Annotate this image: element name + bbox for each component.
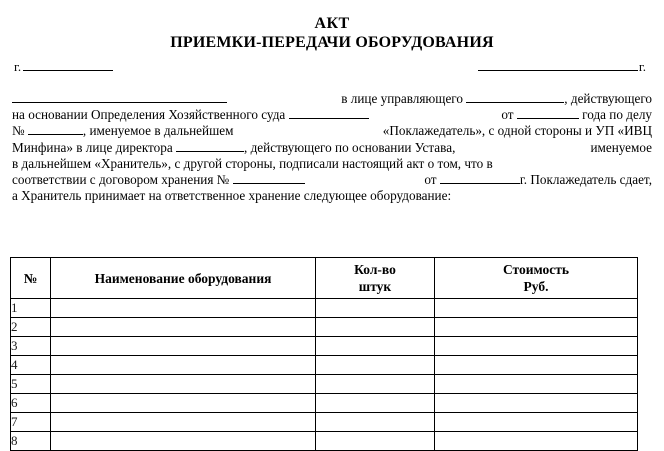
label-poklazhedatel: «Поклажедатель», с одной стороны и УП «ИВЦ bbox=[382, 123, 652, 139]
date-label: г. bbox=[638, 59, 646, 74]
date-field-group bbox=[478, 59, 646, 75]
city-date-row bbox=[0, 59, 664, 81]
line3-lead bbox=[12, 123, 233, 139]
row-name-cell[interactable] bbox=[51, 375, 316, 394]
column-header-qty-line2: штук bbox=[358, 279, 392, 294]
row-number-cell: 7 bbox=[11, 413, 51, 432]
line1-tail bbox=[341, 91, 652, 107]
label-na-osnovanii: на основании Определения Хозяйственного суда bbox=[12, 107, 286, 123]
row-price-cell[interactable] bbox=[435, 413, 638, 432]
label-deystvuyushchego-ustava: , действующего по основании Устава, bbox=[244, 139, 456, 155]
row-number-cell: 2 bbox=[11, 318, 51, 337]
page-title: АКТ bbox=[314, 15, 350, 32]
row-number-cell: 4 bbox=[11, 356, 51, 375]
label-deystvuyushchego: , действующего bbox=[564, 91, 652, 106]
party-name-blank[interactable] bbox=[12, 91, 227, 103]
row-name-cell[interactable] bbox=[51, 337, 316, 356]
row-qty-cell[interactable] bbox=[316, 337, 435, 356]
table-row[interactable] bbox=[11, 299, 638, 318]
row-number-cell: 5 bbox=[11, 375, 51, 394]
label-imenuemoe-2: именуемое bbox=[590, 139, 652, 155]
table-row[interactable] bbox=[11, 413, 638, 432]
row-number-cell: 6 bbox=[11, 394, 51, 413]
label-nomer: № bbox=[12, 123, 25, 139]
column-header-qty-line1: Кол-во bbox=[354, 262, 396, 277]
column-header-price-line1: Стоимость bbox=[502, 262, 570, 277]
row-name-cell[interactable] bbox=[51, 356, 316, 375]
table-row[interactable] bbox=[11, 375, 638, 394]
city-label: г. bbox=[14, 59, 22, 74]
row-number-cell: 8 bbox=[11, 432, 51, 451]
line2-tail bbox=[501, 107, 652, 123]
manager-name-blank[interactable] bbox=[466, 91, 564, 103]
row-price-cell[interactable] bbox=[435, 394, 638, 413]
label-goda-po-delu: года по делу bbox=[582, 107, 652, 123]
row-qty-cell[interactable] bbox=[316, 375, 435, 394]
body-line-3 bbox=[12, 123, 652, 139]
contract-number-blank[interactable] bbox=[233, 172, 305, 184]
row-number-cell: 1 bbox=[11, 299, 51, 318]
column-header-name: Наименование оборудования bbox=[51, 258, 316, 299]
table-row[interactable] bbox=[11, 356, 638, 375]
row-name-cell[interactable] bbox=[51, 318, 316, 337]
city-field-group bbox=[14, 59, 113, 75]
city-input-blank[interactable] bbox=[23, 59, 113, 71]
label-g-poklazhedatel-sdaet: г. Поклажедатель сдает, bbox=[519, 172, 652, 188]
label-v-lice-upravlyayushchego: в лице управляющего bbox=[341, 91, 463, 106]
row-price-cell[interactable] bbox=[435, 299, 638, 318]
row-name-cell[interactable] bbox=[51, 394, 316, 413]
label-ot-1: от bbox=[501, 107, 514, 123]
row-name-cell[interactable] bbox=[51, 413, 316, 432]
body-line-4 bbox=[12, 140, 652, 156]
row-qty-cell[interactable] bbox=[316, 356, 435, 375]
equipment-table-head bbox=[11, 258, 638, 299]
label-v-dalneyshem-hranitel: в дальнейшем «Хранитель», с другой стороны, подписали настоящий акт о том, что в bbox=[12, 155, 493, 171]
column-header-price bbox=[435, 258, 638, 299]
body-line-6 bbox=[12, 172, 652, 188]
body-line-5 bbox=[12, 156, 652, 172]
table-row[interactable] bbox=[11, 394, 638, 413]
body-paragraph bbox=[12, 91, 652, 204]
body-line-2 bbox=[12, 107, 652, 123]
page-subtitle: ПРИЕМКИ-ПЕРЕДАЧИ ОБОРУДОВАНИЯ bbox=[170, 34, 494, 51]
body-line-7 bbox=[12, 188, 652, 204]
table-header-row bbox=[11, 258, 638, 299]
row-qty-cell[interactable] bbox=[316, 394, 435, 413]
line2-lead bbox=[12, 107, 369, 123]
ruling-date-blank[interactable] bbox=[517, 107, 579, 119]
line6-lead bbox=[12, 172, 305, 188]
line1-leading-blank-group bbox=[12, 91, 227, 107]
case-number-blank[interactable] bbox=[28, 123, 83, 135]
date-input-blank[interactable] bbox=[478, 59, 638, 71]
label-minfina: Минфина» в лице директора bbox=[12, 139, 173, 155]
title-block bbox=[0, 0, 664, 53]
label-imenuemoe: , именуемое в дальнейшем bbox=[82, 123, 234, 139]
contract-date-blank[interactable] bbox=[440, 172, 520, 184]
row-price-cell[interactable] bbox=[435, 356, 638, 375]
director-name-blank[interactable] bbox=[176, 140, 244, 152]
table-row[interactable] bbox=[11, 318, 638, 337]
row-price-cell[interactable] bbox=[435, 337, 638, 356]
row-qty-cell[interactable] bbox=[316, 299, 435, 318]
column-header-price-line2: Руб. bbox=[523, 279, 549, 294]
row-price-cell[interactable] bbox=[435, 375, 638, 394]
label-ot-2: от bbox=[424, 172, 437, 188]
line4-lead bbox=[12, 140, 455, 156]
body-line-1 bbox=[12, 91, 652, 107]
row-number-cell: 3 bbox=[11, 337, 51, 356]
label-a-hranitel: а Хранитель принимает на ответственное хранение следующее оборудование: bbox=[12, 188, 452, 204]
row-name-cell[interactable] bbox=[51, 299, 316, 318]
court-ruling-blank[interactable] bbox=[289, 107, 369, 119]
equipment-table bbox=[10, 257, 638, 451]
column-header-no: № bbox=[11, 258, 51, 299]
equipment-table-body bbox=[11, 299, 638, 451]
label-sootvetstvii: соответствии с договором хранения № bbox=[12, 172, 230, 188]
line6-tail bbox=[424, 172, 652, 188]
row-price-cell[interactable] bbox=[435, 318, 638, 337]
table-row[interactable] bbox=[11, 337, 638, 356]
row-qty-cell[interactable] bbox=[316, 413, 435, 432]
column-header-qty bbox=[316, 258, 435, 299]
row-qty-cell[interactable] bbox=[316, 318, 435, 337]
